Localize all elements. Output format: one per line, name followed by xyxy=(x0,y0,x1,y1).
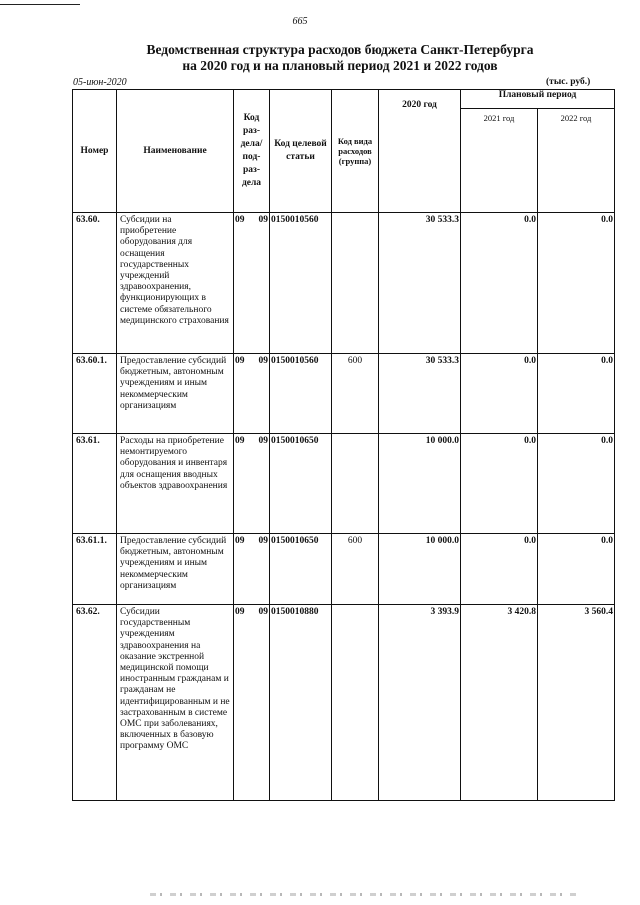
scan-artifact xyxy=(150,893,580,896)
row-rz: 09 xyxy=(235,607,245,617)
title-line-1: Ведомственная структура расходов бюджета Санкт-Петербурга xyxy=(146,42,534,57)
row-razdel xyxy=(234,354,270,434)
row-rz: 09 xyxy=(235,215,245,225)
budget-table xyxy=(72,89,615,801)
header-cs: Код целевой статьи xyxy=(270,90,332,213)
row-2020: 3 393.9 xyxy=(379,605,461,801)
row-number: 63.61. xyxy=(73,434,117,534)
row-razdel xyxy=(234,534,270,605)
title-line-2: на 2020 год и на плановый период 2021 и 2022 годов xyxy=(182,58,498,73)
row-number: 63.60. xyxy=(73,213,117,354)
table-row xyxy=(73,434,615,534)
row-2022: 0.0 xyxy=(538,354,615,434)
row-razdel xyxy=(234,213,270,354)
row-cs: 0150010650 xyxy=(270,434,332,534)
row-name: Расходы на приобретение немонтируемого оборудования и инвентаря для оснащения вводных объектов здравоохранения xyxy=(117,434,234,534)
row-name: Предоставление субсидий бюджетным, автономным учреждениям и иным некоммерческим организациям xyxy=(117,534,234,605)
table-row xyxy=(73,534,615,605)
header-2020: 2020 год xyxy=(379,90,461,213)
header-razdel-text: Код раз- дела/ под- раз- дела xyxy=(240,113,263,188)
row-2022: 0.0 xyxy=(538,213,615,354)
row-2021: 0.0 xyxy=(461,213,538,354)
row-2021: 3 420.8 xyxy=(461,605,538,801)
row-2020: 30 533.3 xyxy=(379,213,461,354)
top-rule xyxy=(0,4,80,5)
row-number: 63.60.1. xyxy=(73,354,117,434)
row-pr: 09 xyxy=(258,607,268,617)
row-rz: 09 xyxy=(235,436,245,446)
document-title xyxy=(40,42,640,74)
header-name: Наименование xyxy=(117,90,234,213)
row-2020: 10 000.0 xyxy=(379,434,461,534)
row-pr: 09 xyxy=(258,356,268,366)
row-2022: 0.0 xyxy=(538,434,615,534)
row-2022: 0.0 xyxy=(538,534,615,605)
page-number: 665 xyxy=(292,16,308,27)
row-number: 63.61.1. xyxy=(73,534,117,605)
row-2020: 10 000.0 xyxy=(379,534,461,605)
row-name: Предоставление субсидий бюджетным, автономным учреждениям и иным некоммерческим организациям xyxy=(117,354,234,434)
row-2020: 30 533.3 xyxy=(379,354,461,434)
row-pr: 09 xyxy=(258,436,268,446)
row-vr xyxy=(332,605,379,801)
header-razdel xyxy=(234,90,270,213)
header-2021: 2021 год xyxy=(461,109,538,213)
row-cs: 0150010880 xyxy=(270,605,332,801)
units-label: (тыс. руб.) xyxy=(546,77,591,87)
document-date: 05-июн-2020 xyxy=(73,77,127,88)
row-vr: 600 xyxy=(332,534,379,605)
row-2021: 0.0 xyxy=(461,354,538,434)
header-2022: 2022 год xyxy=(538,109,615,213)
row-2021: 0.0 xyxy=(461,534,538,605)
header-vr: Код вида расходов (группа) xyxy=(332,90,379,213)
row-rz: 09 xyxy=(235,356,245,366)
row-cs: 0150010650 xyxy=(270,534,332,605)
row-pr: 09 xyxy=(258,215,268,225)
row-cs: 0150010560 xyxy=(270,213,332,354)
row-vr: 600 xyxy=(332,354,379,434)
table-row xyxy=(73,213,615,354)
table-row xyxy=(73,605,615,801)
row-number: 63.62. xyxy=(73,605,117,801)
row-rz: 09 xyxy=(235,536,245,546)
row-2022: 3 560.4 xyxy=(538,605,615,801)
row-pr: 09 xyxy=(258,536,268,546)
row-cs: 0150010560 xyxy=(270,354,332,434)
row-name: Субсидии государственным учреждениям здравоохранения на оказание экстренной медицинской помощи иностранным гражданам и гражданам не идентифицированным и не застрахованным в системе ОМС при заболеваниях, включенных в базовую программу ОМС xyxy=(117,605,234,801)
header-number: Номер xyxy=(73,90,117,213)
table-row xyxy=(73,354,615,434)
header-planned: Плановый период xyxy=(461,90,615,109)
row-vr xyxy=(332,213,379,354)
row-razdel xyxy=(234,605,270,801)
row-name: Субсидии на приобретение оборудования для оснащения государственных учреждений здравоохранения, функционирующих в системе обязательного медицинского страхования xyxy=(117,213,234,354)
row-2021: 0.0 xyxy=(461,434,538,534)
row-razdel xyxy=(234,434,270,534)
row-vr xyxy=(332,434,379,534)
